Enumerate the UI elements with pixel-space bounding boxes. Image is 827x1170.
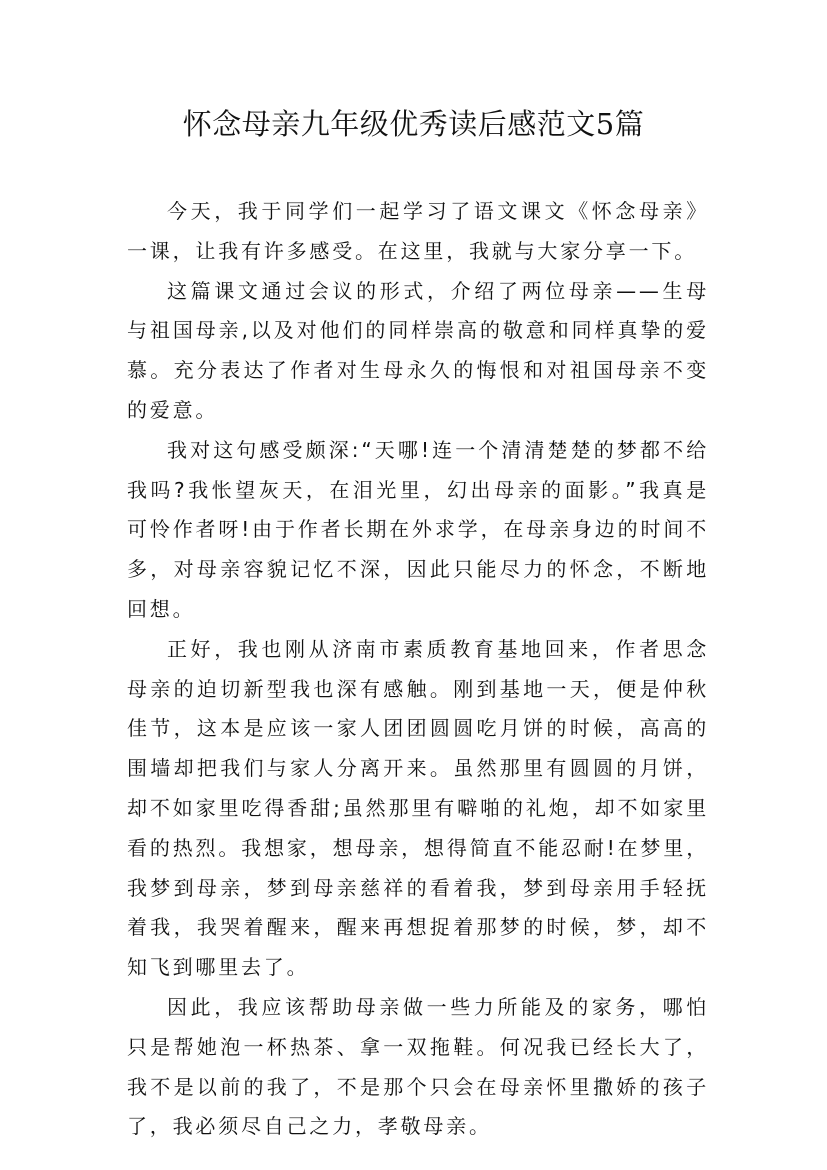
paragraph: 我对这句感受颇深:“天哪!连一个清清楚楚的梦都不给我吗?我怅望灰天，在泪光里，幻出母亲的面影。”我真是可怜作者呀!由于作者长期在外求学，在母亲身边的时间不多，对母亲容貌记忆不深，因此只能尽力的怀念，不断地回想。 (127, 437, 709, 621)
paragraph: 这篇课文通过会议的形式，介绍了两位母亲——生母与祖国母亲,以及对他们的同样崇高的敬意和同样真挚的爱慕。充分表达了作者对生母永久的悔恨和对祖国母亲不变的爱意。 (127, 278, 709, 422)
document-body (127, 192, 709, 1147)
paragraph: 正好，我也刚从济南市素质教育基地回来，作者思念母亲的迫切新型我也深有感触。刚到基地一天，便是仲秋佳节，这本是应该一家人团团圆圆吃月饼的时候，高高的围墙却把我们与家人分离开来。虽然那里有圆圆的月饼，却不如家里吃得香甜;虽然那里有噼啪的礼炮，却不如家里看的热烈。我想家，想母亲，想得简直不能忍耐!在梦里，我梦到母亲，梦到母亲慈祥的看着我，梦到母亲用手轻抚着我，我哭着醒来，醒来再想捉着那梦的时候，梦，却不知飞到哪里去了。 (127, 636, 709, 980)
paragraph: 因此，我应该帮助母亲做一些力所能及的家务，哪怕只是帮她泡一杯热茶、拿一双拖鞋。何况我已经长大了，我不是以前的我了，不是那个只会在母亲怀里撒娇的孩子了，我必须尽自己之力，孝敬母亲。 (127, 994, 709, 1139)
document-title: 怀念母亲九年级优秀读后感范文5篇 (182, 107, 645, 141)
paragraph: 今天，我于同学们一起学习了语文课文《怀念母亲》一课，让我有许多感受。在这里，我就与大家分享一下。 (127, 199, 709, 263)
